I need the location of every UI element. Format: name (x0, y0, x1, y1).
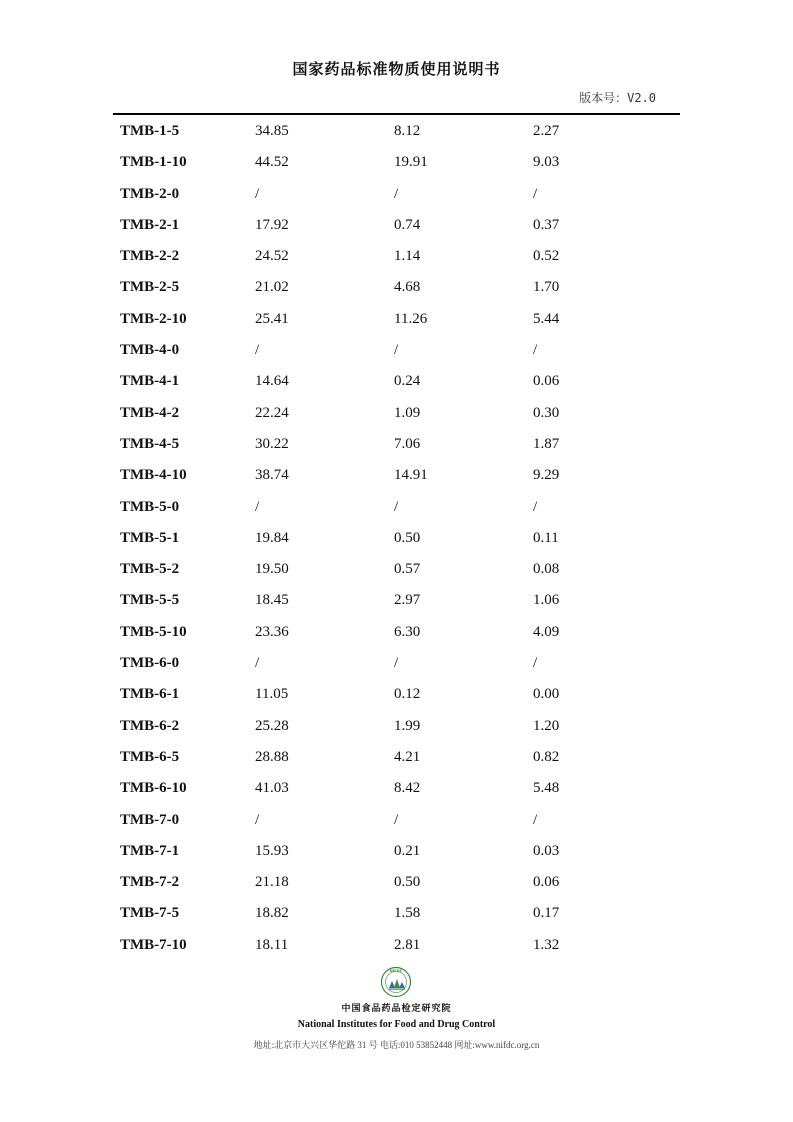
sample-id-cell: TMB-7-1 (120, 842, 180, 859)
value-cell: 44.52 (255, 154, 289, 171)
sample-id-cell: TMB-4-2 (120, 404, 180, 421)
value-cell: / (533, 811, 538, 828)
value-cell: 0.17 (533, 905, 560, 922)
sample-id-cell: TMB-5-10 (120, 623, 187, 640)
value-cell: 19.50 (255, 561, 289, 578)
value-cell: 17.92 (255, 216, 289, 233)
sample-id-cell: TMB-4-0 (120, 342, 180, 359)
value-cell: 9.29 (533, 467, 560, 484)
table-row (120, 742, 680, 773)
value-cell: 28.88 (255, 748, 289, 765)
value-cell: / (255, 811, 260, 828)
value-cell: / (255, 185, 260, 202)
table-row (120, 585, 680, 616)
value-cell: 21.02 (255, 279, 289, 296)
table-row (120, 867, 680, 898)
sample-id-cell: TMB-5-2 (120, 561, 180, 578)
value-cell: 24.52 (255, 248, 289, 265)
table-row (120, 460, 680, 491)
table-row (120, 272, 680, 303)
value-cell: 0.08 (533, 561, 560, 578)
table-row (120, 492, 680, 523)
value-cell: 4.21 (394, 748, 421, 765)
value-cell: 0.50 (394, 874, 421, 891)
header-rule (113, 113, 680, 115)
value-cell: 0.00 (533, 686, 560, 703)
sample-id-cell: TMB-7-10 (120, 936, 187, 953)
sample-id-cell: TMB-7-2 (120, 874, 180, 891)
value-cell: 1.14 (394, 248, 421, 265)
version-number: 版本号：V2.0 (579, 91, 656, 105)
institute-contact: 地址:北京市大兴区华佗路 31 号 电话:010 53852448 网址:www.nifdc.org.cn (253, 1040, 540, 1050)
value-cell: / (394, 498, 399, 515)
value-cell: 18.45 (255, 592, 289, 609)
table-row (120, 241, 680, 272)
value-cell: / (394, 185, 399, 202)
value-cell: 0.57 (394, 561, 421, 578)
nifdc-logo-icon (380, 966, 412, 998)
value-cell: / (533, 498, 538, 515)
value-cell: 19.84 (255, 529, 289, 546)
value-cell: 9.03 (533, 154, 560, 171)
value-cell: 7.06 (394, 435, 421, 452)
table-row (120, 898, 680, 929)
value-cell: 18.82 (255, 905, 289, 922)
value-cell: 23.36 (255, 623, 289, 640)
table-row (120, 335, 680, 366)
value-cell: 41.03 (255, 780, 289, 797)
table-row (120, 836, 680, 867)
value-cell: 1.58 (394, 905, 421, 922)
sample-id-cell: TMB-2-0 (120, 185, 180, 202)
sample-id-cell: TMB-4-5 (120, 435, 180, 452)
value-cell: 0.24 (394, 373, 421, 390)
sample-id-cell: TMB-6-10 (120, 780, 187, 797)
sample-id-cell: TMB-6-0 (120, 655, 180, 672)
value-cell: 38.74 (255, 467, 289, 484)
value-cell: 25.28 (255, 717, 289, 734)
table-row (120, 523, 680, 554)
table-row (120, 366, 680, 397)
value-cell: 0.50 (394, 529, 421, 546)
value-cell: 11.05 (255, 686, 289, 703)
table-row (120, 398, 680, 429)
value-cell: 14.64 (255, 373, 289, 390)
value-cell: 0.12 (394, 686, 421, 703)
value-cell: 0.06 (533, 874, 560, 891)
sample-id-cell: TMB-1-5 (120, 123, 180, 139)
sample-id-cell: TMB-2-1 (120, 216, 180, 233)
value-cell: 0.06 (533, 373, 560, 390)
table-row (120, 304, 680, 335)
value-cell: 14.91 (394, 467, 428, 484)
table-row (120, 679, 680, 710)
value-cell: / (394, 342, 399, 359)
table-row (120, 210, 680, 241)
document-title: 国家药品标准物质使用说明书 (292, 60, 501, 78)
sample-id-cell: TMB-5-5 (120, 592, 180, 609)
data-table (120, 116, 680, 961)
value-cell: 1.20 (533, 717, 560, 734)
value-cell: / (394, 811, 399, 828)
value-cell: 19.91 (394, 154, 428, 171)
value-cell: 4.09 (533, 623, 560, 640)
table-row (120, 429, 680, 460)
value-cell: / (533, 655, 538, 672)
value-cell: 0.82 (533, 748, 560, 765)
value-cell: 21.18 (255, 874, 289, 891)
value-cell: 1.32 (533, 936, 560, 953)
value-cell: / (394, 655, 399, 672)
value-cell: / (533, 342, 538, 359)
value-cell: 2.27 (533, 123, 560, 139)
table-row (120, 116, 680, 147)
value-cell: 30.22 (255, 435, 289, 452)
table-row (120, 147, 680, 178)
value-cell: 15.93 (255, 842, 289, 859)
table-row (120, 773, 680, 804)
institute-name-cn: 中国食品药品检定研究院 (341, 1004, 452, 1014)
sample-id-cell: TMB-6-1 (120, 686, 180, 703)
value-cell: / (255, 342, 260, 359)
table-row (120, 711, 680, 742)
sample-id-cell: TMB-2-5 (120, 279, 180, 296)
value-cell: 0.11 (533, 529, 559, 546)
table-row (120, 648, 680, 679)
value-cell: 1.99 (394, 717, 421, 734)
value-cell: / (533, 185, 538, 202)
sample-id-cell: TMB-5-0 (120, 498, 180, 515)
value-cell: / (255, 655, 260, 672)
value-cell: 1.06 (533, 592, 560, 609)
value-cell: 4.68 (394, 279, 421, 296)
value-cell: / (255, 498, 260, 515)
value-cell: 2.81 (394, 936, 421, 953)
value-cell: 25.41 (255, 310, 289, 327)
table-row (120, 805, 680, 836)
value-cell: 0.21 (394, 842, 421, 859)
table-row (120, 930, 680, 961)
sample-id-cell: TMB-2-2 (120, 248, 180, 265)
value-cell: 2.97 (394, 592, 421, 609)
table-row (120, 617, 680, 648)
logo-ring-text: NIFDC (389, 969, 403, 974)
table-row (120, 179, 680, 210)
value-cell: 0.37 (533, 216, 560, 233)
table-row (120, 554, 680, 585)
sample-id-cell: TMB-1-10 (120, 154, 187, 171)
value-cell: 1.87 (533, 435, 560, 452)
sample-id-cell: TMB-2-10 (120, 310, 187, 327)
value-cell: 8.12 (394, 123, 421, 139)
value-cell: 0.03 (533, 842, 560, 859)
value-cell: 34.85 (255, 123, 289, 139)
value-cell: 1.70 (533, 279, 560, 296)
value-cell: 8.42 (394, 780, 421, 797)
value-cell: 5.48 (533, 780, 560, 797)
sample-id-cell: TMB-6-5 (120, 748, 180, 765)
value-cell: 5.44 (533, 310, 560, 327)
value-cell: 11.26 (394, 310, 428, 327)
value-cell: 6.30 (394, 623, 421, 640)
value-cell: 0.74 (394, 216, 421, 233)
sample-id-cell: TMB-5-1 (120, 529, 180, 546)
sample-id-cell: TMB-4-1 (120, 373, 180, 390)
value-cell: 18.11 (255, 936, 289, 953)
sample-id-cell: TMB-6-2 (120, 717, 180, 734)
value-cell: 1.09 (394, 404, 421, 421)
value-cell: 0.52 (533, 248, 560, 265)
sample-id-cell: TMB-7-0 (120, 811, 180, 828)
sample-id-cell: TMB-7-5 (120, 905, 180, 922)
sample-id-cell: TMB-4-10 (120, 467, 187, 484)
institute-name-en: National Institutes for Food and Drug Control (297, 1019, 496, 1030)
value-cell: 0.30 (533, 404, 560, 421)
value-cell: 22.24 (255, 404, 289, 421)
